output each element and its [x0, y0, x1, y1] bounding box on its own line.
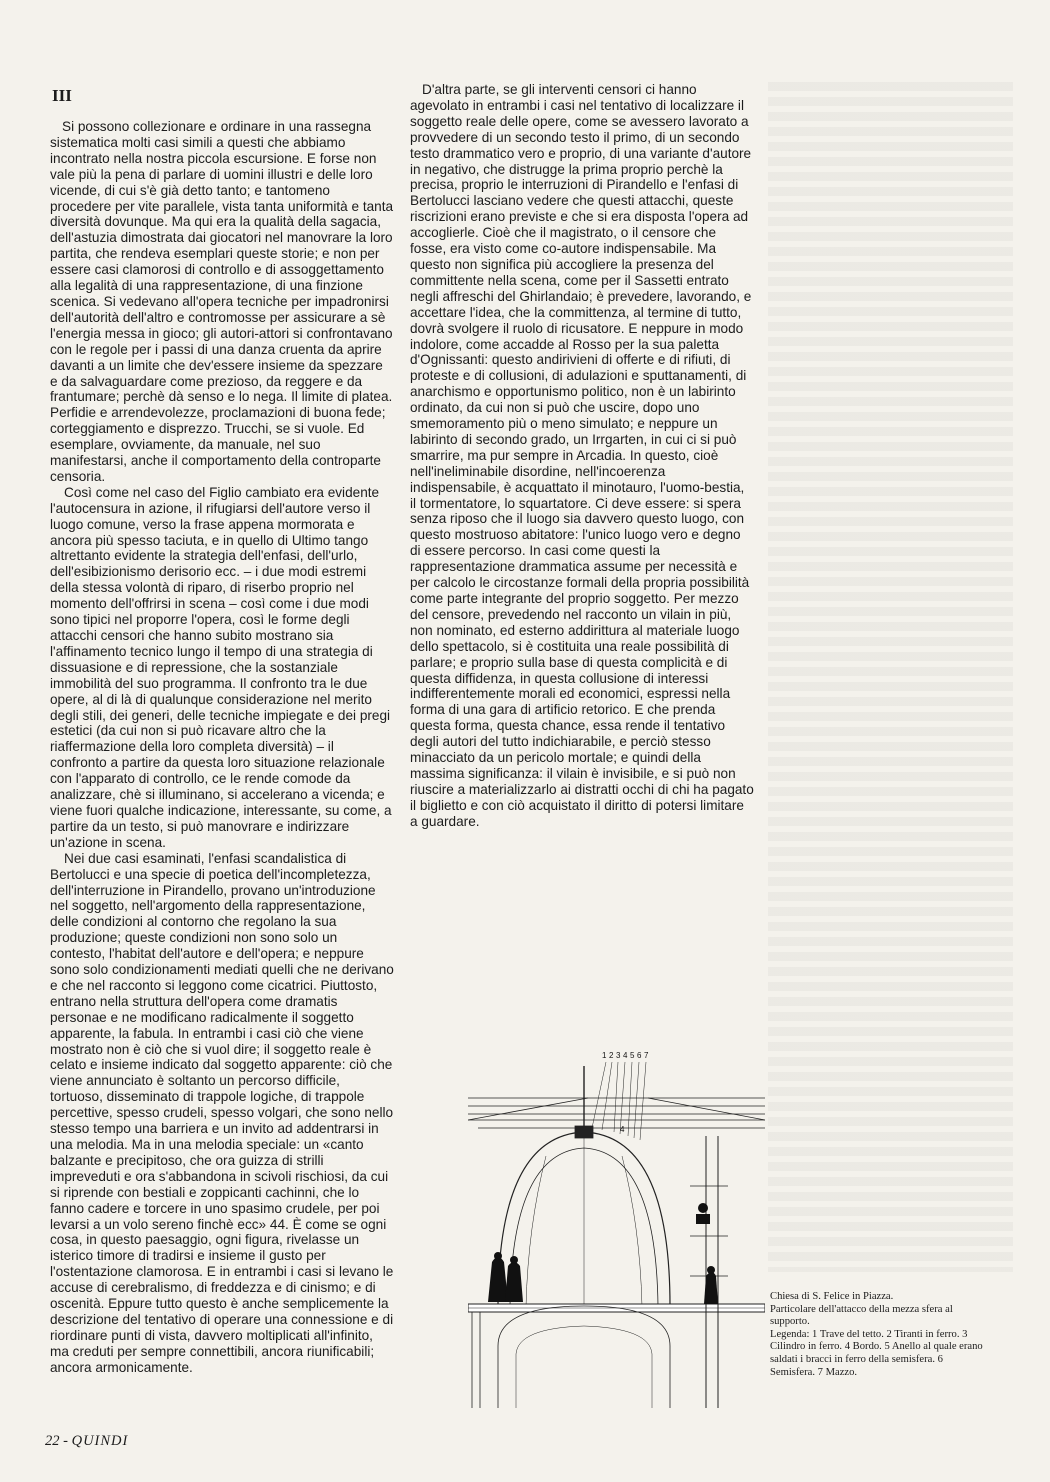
legend-number: 1 [602, 1051, 607, 1060]
legend-number: 6 [637, 1051, 642, 1060]
legend-number: 4 [623, 1051, 628, 1060]
legend-number: 3 [616, 1051, 621, 1060]
caption-legend: Legenda: 1 Trave del tetto. 2 Tiranti in ferro. 3 Cilindro in ferro. 4 Bordo. 5 Anello al quale erano saldati i bracci in ferro della semisfera. 6 Semisfera. 7 Mazzo. [770, 1328, 983, 1378]
architectural-drawing [468, 1036, 765, 1408]
right-text-column [410, 82, 754, 830]
magazine-name: QUINDI [71, 1433, 129, 1449]
figure-silhouettes-icon [488, 1203, 718, 1304]
caption-title: Chiesa di S. Felice in Piazza. [770, 1291, 894, 1302]
footer-separator: - [63, 1433, 68, 1449]
paragraph: Nei due casi esaminati, l'enfasi scandalistica di Bertolucci e una specie di poetica dell'incompletezza, dell'interruzione in Pirandello, provano un'introduzione nel soggetto, nell'argomento della rappresentazione, delle condizioni al contorno che regolano la sua produzione; queste condizioni non sono solo un contesto, l'habitat dell'autore e dell'opera; e neppure sono solo condizionamenti mediati quelli che ne derivano e che nel racconto si leggono come cicatrici. Piuttosto, entrano nella struttura dell'opera come dramatis personae e ne modificano radicalmente il soggetto apparente, la fabula. In entrambi i casi ciò che viene mostrato non è ciò che si vuol dire; il soggetto reale è celato e insieme indicato dal soggetto apparente: ciò che viene annunciato è soltanto un percorso difficile, tortuoso, disseminato di trappole logiche, di trappole percettive, spesso crudeli, spesso volgari, che sono nello stesso tempo una barriera e un invito ad addentrarsi in una melodia. Ma in una melodia speciale: un «canto balzante e precipitoso, che ora guizza di strilli impreveduti e ora s'abbandona in scivoli rischiosi, da cui si riprende con bestiali e zoppicanti cachinni, che lo fanno cadere e torcere in uno spasimo crudele, per poi levarsi a un volo sereno finchè ecc» 44. È come se ogni cosa, in questo paesaggio, ogni figura, rivelasse un isterico timore di tradirsi e insieme il gusto per l'ostentazione clamorosa. E in entrambi i casi si levano le accuse di cerebralismo, di freddezza e di cinismo; e di oscenità. Eppure tutto questo è anche semplicemente la descrizione del tentativo di operare una connessione e di riordinare punti di vista, davvero moltiplicati all'infinito, ma creduti per sempre connettibili, ancora riunificabili; ancora armonicamente. [50, 850, 394, 1375]
paragraph: D'altra parte, se gli interventi censori ci hanno agevolato in entrambi i casi nel tentativo di localizzare il soggetto reale delle opere, come se avessero lavorato a provvedere di un secondo testo il primo, di un secondo testo drammatico vero e proprio, di una variante d'autore in negativo, che distrugge la prima proprio perchè la precisa, proprio le interruzioni di Pirandello e l'enfasi di Bertolucci lasciano vedere che questi attacchi, queste riscrizioni erano previste e che si era disposta l'opera ad accoglierle. Cioè che il magistrato, o il censore che fosse, era visto come co-autore indispensabile. Ma questo non significa più accogliere la presenza del committente nella scena, come per il Sassetti entrato negli affreschi del Ghirlandaio; è prevedere, lavorando, e accettare l'idea, che la committenza, al termine di tutto, dovrà svolgere il ruolo di ricusatore. E neppure in modo indolore, come accadde al Rosso per la sua paletta d'Ognissanti: questo andirivieni di offerte e di rifiuti, di proteste e di collusioni, di adulazioni e sputtanamenti, di anarchismo e opportunismo politico, non è un labirinto ordinato, da cui non si può che uscire, dopo uno smemoramento più o meno simulato; e neppure un labirinto di secondo grado, un Irrgarten, in cui ci si può smarrire, ma pur sempre in Arcadia. In questo, cioè nell'ineliminabile disordine, nell'incoerenza indispensabile, è acquattato il minotauro, l'uomo-bestia, il tormentatore, lo squartatore. Ci deve essere: si spera senza riposo che il luogo sia davvero questo luogo, con questo mostruoso abitatore: l'unico luogo vero e degno di essere percorso. In casi come questi la rappresentazione drammatica assume per necessità e per calcolo le circostanze formali della propria possibilità come parte integrante del proprio soggetto. Per mezzo del censore, prevedendo nel racconto un vilain in più, non nominato, ed esterno addirittura al materiale luogo dello spettacolo, si è costituita una reale possibilità di parlare; e proprio sulla base di questa complicità e di questa diffidenza, in questa collusione di interessi indifferentemente morali ed economici, espressi nella forma di una gara di artificio retorico. E che prenda questa forma, questa chance, essa rende il tentativo degli autori del tutto indichiarabile, e perciò stesso minacciato da un pericolo mortale; e quindi della massima significanza: il vilain è invisibile, e si può non riuscire a materializzarlo ai distratti occhi di chi ha pagato il biglietto e con ciò acquistato il diritto di potersi limitare a guardare. [410, 82, 754, 829]
caption-subtitle: Particolare dell'attacco della mezza sfera al supporto. [770, 1303, 953, 1328]
left-text-column [50, 119, 394, 1376]
figure-caption [770, 1291, 990, 1379]
paragraph: Così come nel caso del Figlio cambiato era evidente l'autocensura in azione, il rifugiarsi dell'autore verso il luogo comune, verso la frase appena mormorata e ancora più spesso taciuta, e in quello di Ultimo tango altrettanto evidente la strategia dell'enfasi, dell'urlo, dell'esibizionismo derisorio ecc. – i due modi estremi della stessa volontà di riparo, di riserbo proprio nel momento dell'offrirsi in scena – così come i due modi sono tipici nel proporre l'opera, così le forme degli attacchi censori che hanno subito mostrano sia l'affinamento tecnico lungo il tempo di una strategia di dissuasione e di repressione, che la sostanziale immobilità del suo programma. Il confronto tra le due opere, al di là di qualunque considerazione nel merito degli stili, dei generi, delle tecniche impiegate e dei pregi estetici (da cui non si può ricavare altro che la riaffermazione della loro completa diversità) – il confronto a partire da questa loro situazione relazionale con l'apparato di controllo, ce le rende comode da analizzare, chè si illuminano, si accelerano a vicenda; e viene fuori qualche indicazione, interessante, su come, a partire da un testo, si può manovrare e indirizzare un'azione in scena. [50, 484, 392, 850]
page-number: 22 [45, 1433, 60, 1449]
callout-number: 4 [620, 1125, 625, 1134]
bleed-through-column [768, 82, 1013, 1272]
paragraph: Si possono collezionare e ordinare in una rassegna sistematica molti casi simili a questi che abbiamo incontrato nella nostra piccola escursione. E forse non vale più la pena di parlare di uomini illustri e delle loro vicende, di cui s'è già detto tanto; e tantomeno procedere per vite parallele, vista tanta uniformità e tanta diversità dovunque. Ma qui era la qualità della sagacia, dell'astuzia dimostrata dai giocatori nel manovrare la loro partita, che rendeva esemplari queste storie; e non per essere casi clamorosi di controllo e di assoggettamento alla legalità di una rappresentazione, di una finzione scenica. Si vedevano all'opera tecniche per impadronirsi dell'autorità dell'altro e contromosse per assicurare a sè l'energia messa in gioco; gli autori-attori si confrontavano con le regole per i passi di una danza cruenta da aprire davanti a un limite che dev'essere insieme da spezzare e da salvaguardare come prezioso, da reggere e da frantumare; perchè dà senso e lo nega. Il limite di platea. Perfidie e arrendevolezze, proclamazioni di buona fede; corteggiamento e disprezzo. Trucchi, se si vuole. Ed esemplare, ovviamente, da manuale, nel suo manifestarsi, anche il comportamento della controparte censoria. [50, 119, 394, 484]
legend-number: 5 [630, 1051, 635, 1060]
section-number: III [52, 86, 72, 105]
page-footer [45, 1433, 128, 1450]
dome-section-drawing [468, 1036, 765, 1408]
legend-number: 7 [644, 1051, 649, 1060]
legend-number: 2 [609, 1051, 614, 1060]
